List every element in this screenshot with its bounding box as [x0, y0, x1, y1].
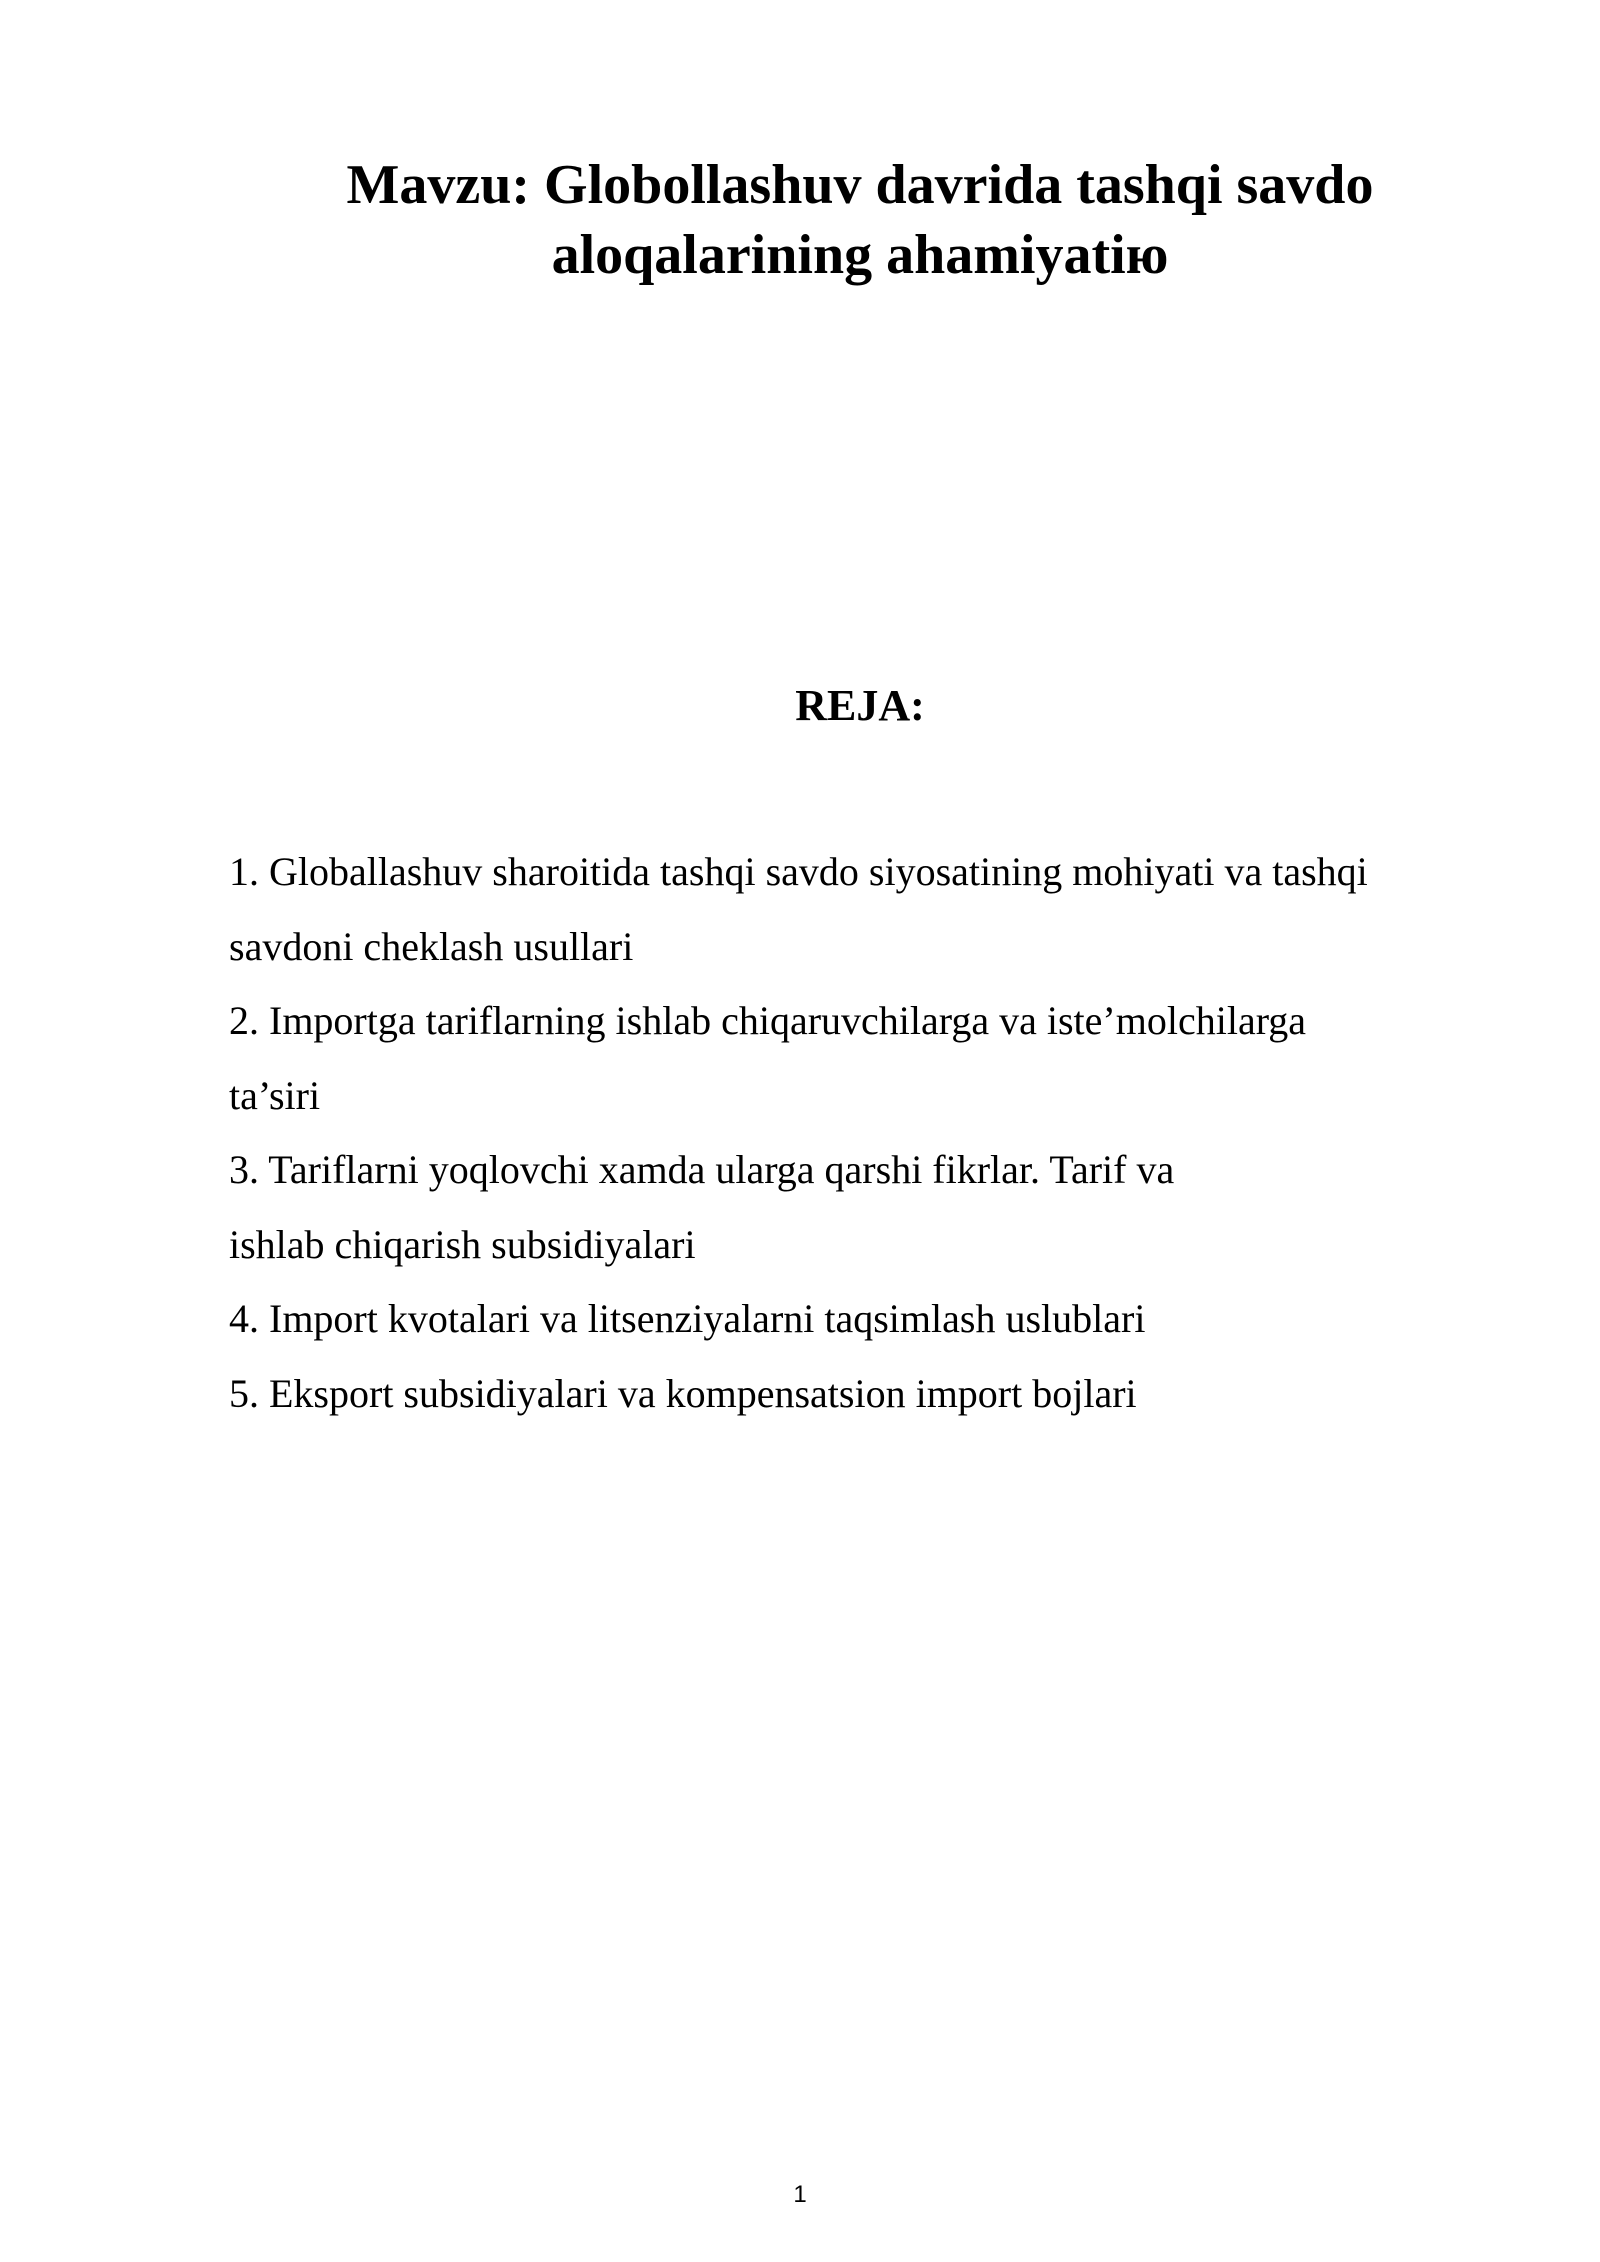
document-title-line: aloqalarining ahamiyatiю [551, 224, 1169, 286]
plan-heading: REJA: [795, 681, 925, 730]
plan-item-line: 1. Globallashuv sharoitida tashqi savdo siyosatining mohiyati va tashqi [229, 849, 1368, 894]
plan-item-3 [229, 1133, 1529, 1282]
plan-item-line: ishlab chiqarish subsidiyalari [229, 1221, 696, 1267]
plan-item-1 [229, 835, 1529, 984]
plan-item-line: 3. Tariflarni yoqlovchi xamda ularga qarshi fikrlar. Tarif va [229, 1147, 1175, 1192]
plan-item-line: 2. Importga tariflarning ishlab chiqaruvchilarga va iste’molchilarga [229, 998, 1307, 1043]
plan-item-2 [229, 984, 1529, 1133]
plan-item-line: ta’siri [229, 1072, 321, 1118]
plan-item-4 [229, 1282, 1529, 1357]
document-title [230, 150, 1490, 290]
plan-item-5 [229, 1357, 1529, 1432]
plan-item-line: 4. Import kvotalari va litsenziyalarni taqsimlash uslublari [229, 1296, 1146, 1341]
page-number: 1 [793, 2181, 807, 2208]
plan-item-line: savdoni cheklash usullari [229, 923, 634, 969]
plan-list [229, 835, 1529, 1431]
plan-item-line: 5. Eksport subsidiyalari va kompensatsion import bojlari [229, 1370, 1137, 1416]
document-title-line: Mavzu: Globollashuv davrida tashqi savdo [346, 154, 1374, 216]
